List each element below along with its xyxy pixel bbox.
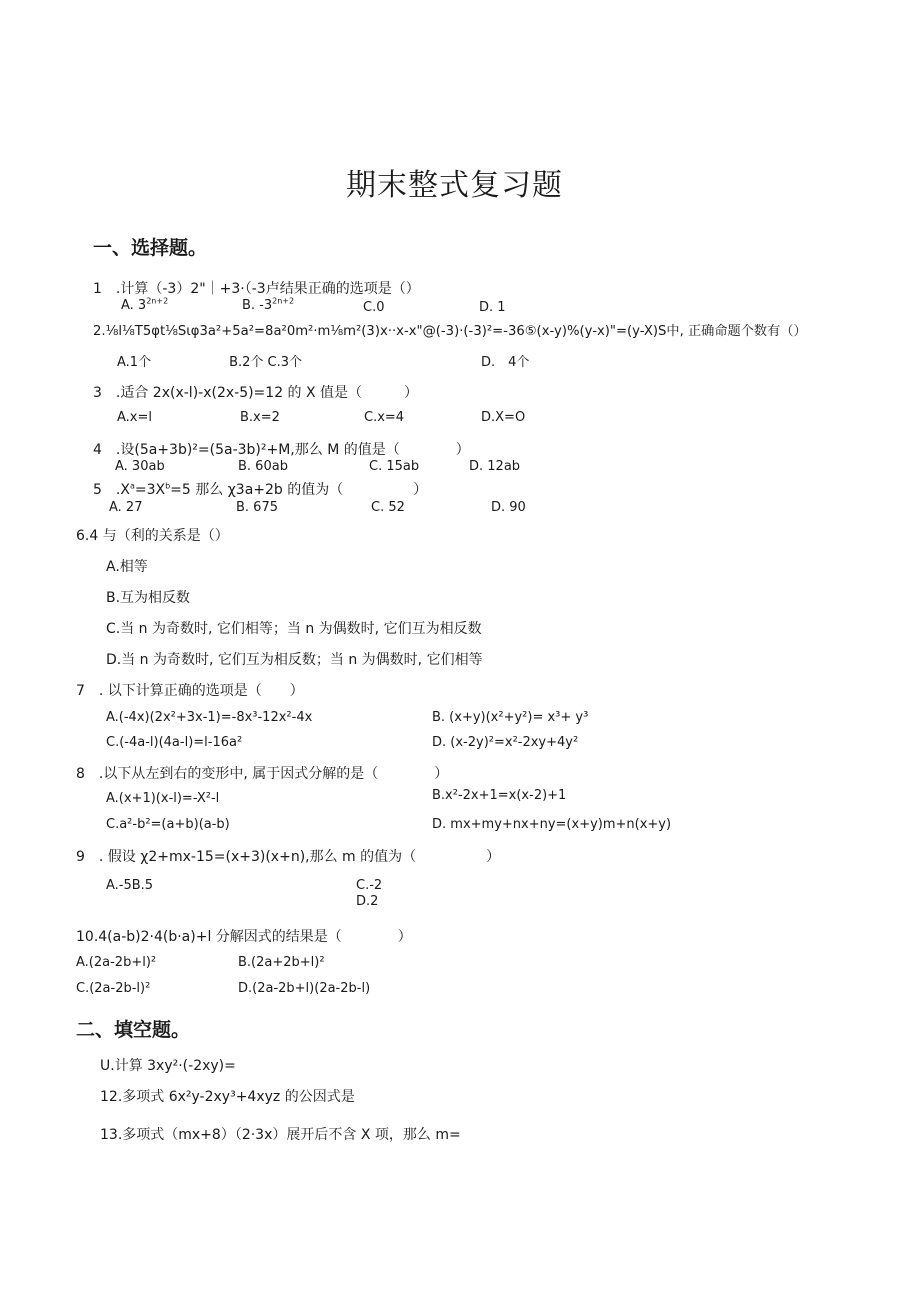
q1-option-c: C.0 — [363, 300, 385, 315]
question-13: 13.多项式（mx+8）（2·3x）展开后不含 X 项，那么 m= — [100, 1127, 461, 1143]
question-11: U.计算 3xy²·(-2xy)= — [100, 1058, 236, 1074]
q5-option-a: A. 27 — [109, 500, 143, 515]
q9-option-c: C.-2 — [356, 878, 383, 893]
page-title: 期末整式复习题 — [346, 168, 563, 203]
q9-options-ab: A.-5B.5 — [106, 878, 154, 893]
section-heading-choice: 一、选择题。 — [93, 237, 208, 259]
section-heading-fill: 二、填空题。 — [76, 1019, 191, 1041]
q8-option-b: B.x²-2x+1=x(x-2)+1 — [432, 788, 567, 803]
q10-option-c: C.(2a-2b-l)² — [76, 981, 151, 996]
question-1: 1 .计算（-3）2"｜+3·（-3卢结果正确的选项是（） — [93, 281, 420, 297]
q2-option-d: D. 4个 — [481, 355, 530, 370]
question-6: 6.4 与（利的关系是（） — [76, 528, 229, 544]
q9-option-d: D.2 — [356, 894, 379, 909]
q6-option-b: B.互为相反数 — [106, 590, 191, 606]
question-5: 5 $.X^a=3X^b=5$ 那么 χ3a+2b 的值为（ ） — [93, 481, 428, 498]
q3-option-a: A.x=l — [117, 410, 152, 425]
q6-option-d: D.当 n 为奇数时, 它们互为相反数；当 n 为偶数时, 它们相等 — [106, 652, 483, 668]
q5-option-c: C. 52 — [371, 500, 405, 515]
question-12: 12.多项式 6x²y-2xy³+4xyz 的公因式是 — [100, 1089, 355, 1105]
q10-option-a: A.(2a-2b+l)² — [76, 955, 157, 970]
q3-option-d: D.X=O — [481, 410, 526, 425]
question-7: 7 . 以下计算正确的选项是（ ） — [76, 683, 304, 699]
question-3: 3 .适合 2x(x-l)-x(2x-5)=12 的 X 值是（ ） — [93, 385, 419, 401]
q7-option-b: B. (x+y)(x²+y²)= x³+ y³ — [432, 710, 589, 725]
q10-option-d: D.(2a-2b+l)(2a-2b-l) — [238, 981, 371, 996]
question-8: 8 .以下从左到右的变形中, 属于因式分解的是（ ） — [76, 766, 449, 782]
q3-option-c: C.x=4 — [364, 410, 405, 425]
q5-option-b: B. 675 — [236, 500, 278, 515]
q6-option-a: A.相等 — [106, 559, 148, 575]
q1-option-a: A. $3^{2n+2}$ — [121, 296, 169, 313]
q7-option-c: C.(-4a-l)(4a-l)=l-16a² — [106, 735, 243, 750]
q4-option-c: C. 15ab — [369, 459, 420, 474]
q3-option-b: B.x=2 — [240, 410, 280, 425]
q4-option-a: A. 30ab — [115, 459, 165, 474]
q8-option-a: A.(x+1)(x-l)=-X²-l — [106, 791, 220, 806]
q5-option-d: D. 90 — [491, 500, 526, 515]
q6-option-c: C.当 n 为奇数时, 它们相等；当 n 为偶数时, 它们互为相反数 — [106, 621, 482, 637]
q1-option-b: B. $-3^{2n+2}$ — [242, 296, 295, 313]
q4-option-d: D. 12ab — [469, 459, 521, 474]
q7-option-d: D. (x-2y)²=x²-2xy+4y² — [432, 735, 579, 750]
question-2: 2.⅛l⅛T5φt⅛Sιφ3a²+5a²=8a²0m²·m⅛m²(3)x··x-x"@(-3)·(-3)²=-36⑤(x-y)%(y-x)"=(y-X)S中, 正确命题个数有（） — [93, 324, 807, 339]
q8-option-d: D. mx+my+nx+ny=(x+y)m+n(x+y) — [432, 817, 672, 832]
question-9: 9 . 假设 χ2+mx-15=(x+3)(x+n),那么 m 的值为（ ） — [76, 849, 501, 865]
q8-option-c: C.a²-b²=(a+b)(a-b) — [106, 817, 230, 832]
q2-options-abc: A.1个 B.2个 C.3个 — [117, 355, 303, 370]
q1-option-d: D. 1 — [479, 300, 506, 315]
q7-option-a: A.(-4x)(2x²+3x-1)=-8x³-12x²-4x — [106, 710, 313, 725]
question-10: 10.4(a-b)2·4(b·a)+l 分解因式的结果是（ ） — [76, 929, 412, 945]
q4-option-b: B. 60ab — [238, 459, 288, 474]
q10-option-b: B.(2a+2b+l)² — [238, 955, 325, 970]
question-4: 4 .设(5a+3b)²=(5a-3b)²+M,那么 M 的值是（ ） — [93, 442, 470, 458]
